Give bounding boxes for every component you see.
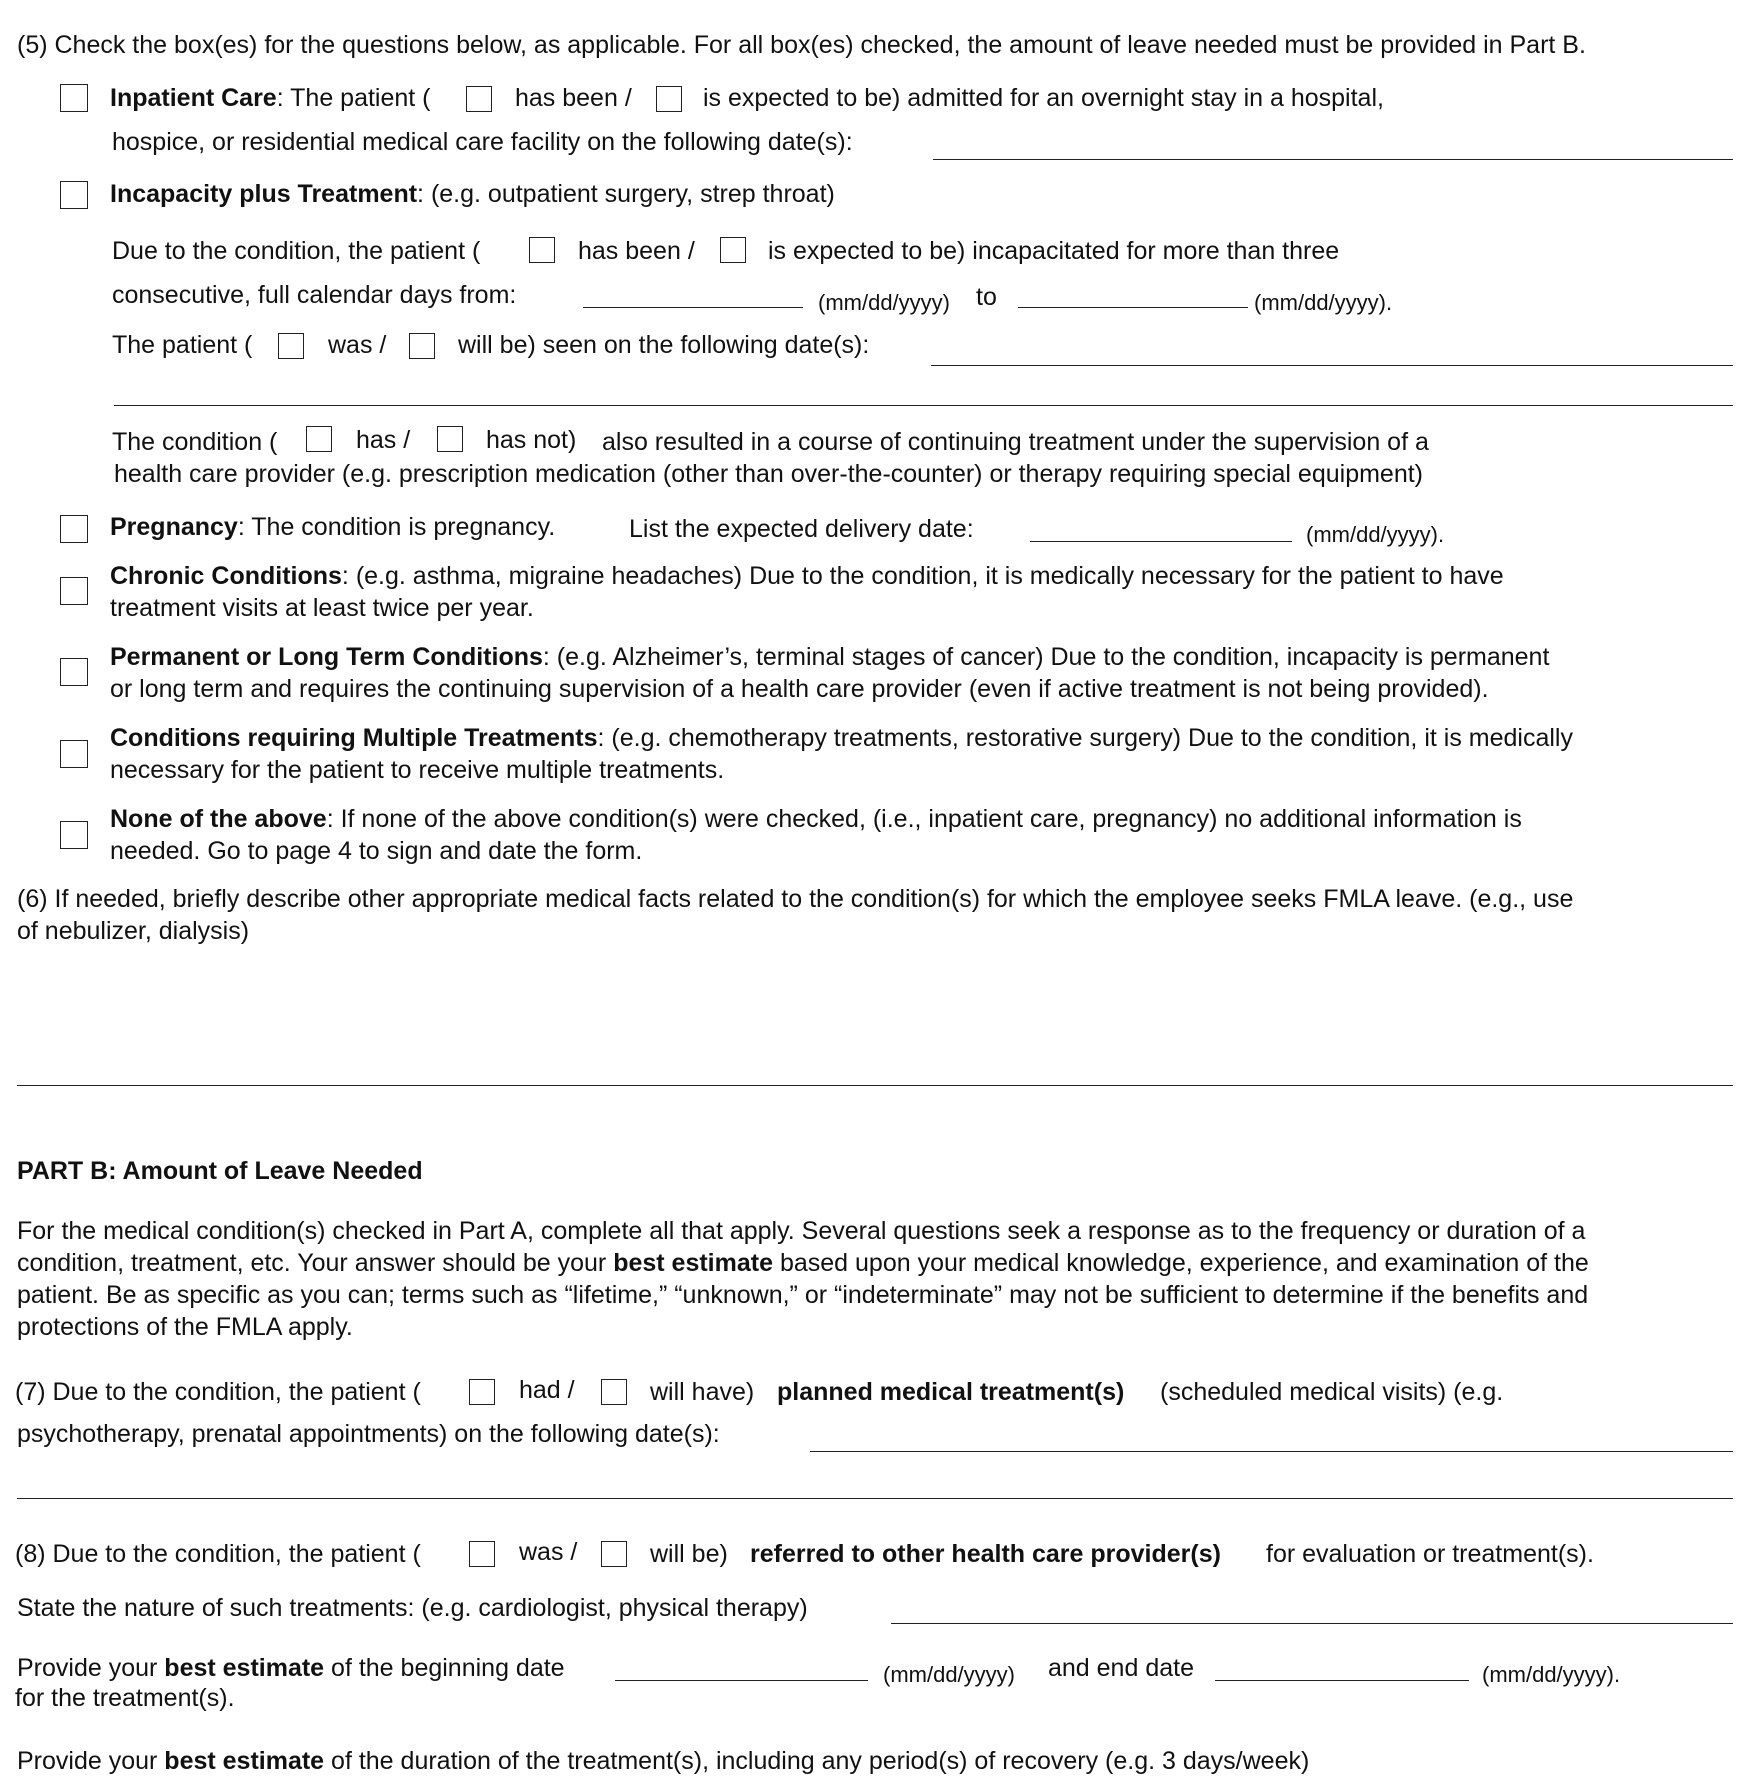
q7-pre: (7) Due to the condition, the patient ( (15, 1378, 421, 1406)
q8-end-date-label: and end date (1048, 1654, 1194, 1682)
incapacity-expected-checkbox[interactable] (720, 237, 746, 263)
delivery-date-format: (mm/dd/yyyy). (1306, 522, 1445, 547)
inpatient-care-line1 (110, 84, 431, 113)
permanent-checkbox[interactable] (60, 658, 88, 686)
incapacity-from-date-field[interactable] (583, 307, 803, 308)
inpatient-care-title: Inpatient Care (110, 84, 277, 112)
q5-intro: (5) Check the box(es) for the questions below, as applicable. For all box(es) checked, the amount of leave needed must be provided in Part B. (17, 31, 1586, 59)
condition-has-checkbox[interactable] (306, 426, 332, 452)
seen-was-checkbox[interactable] (278, 333, 304, 359)
chronic-line1 (110, 562, 1504, 591)
inpatient-has-been-label: has been / (515, 84, 632, 112)
chronic-line2: treatment visits at least twice per year. (110, 594, 534, 622)
q8-duration-post: of the duration of the treatment(s), including any period(s) of recovery (e.g. 3 days/week) (324, 1747, 1310, 1775)
q8-referred: referred to other health care provider(s) (750, 1540, 1221, 1568)
part-b-para-line3: patient. Be as specific as you can; terms such as “lifetime,” “unknown,” or “indeterminate” may not be sufficient to determine if the benefits and (17, 1281, 1589, 1309)
q8-end-date-field[interactable] (1215, 1680, 1469, 1681)
permanent-line2: or long term and requires the continuing supervision of a health care provider (even if active treatment is not being provided). (110, 675, 1489, 703)
chronic-checkbox[interactable] (60, 577, 88, 605)
part-b-para-line1: For the medical condition(s) checked in Part A, complete all that apply. Several questions seek a response as to the frequency or duration of a (17, 1217, 1586, 1245)
condition-continuing-treatment: also resulted in a course of continuing treatment under the supervision of a (602, 428, 1429, 456)
part-b-para-line2 (17, 1249, 1589, 1278)
q8-duration-line (17, 1747, 1309, 1776)
seen-dates-field-continued[interactable] (114, 405, 1733, 406)
q8-was-checkbox[interactable] (469, 1541, 495, 1567)
q8-will-be-checkbox[interactable] (601, 1541, 627, 1567)
q6-line2: of nebulizer, dialysis) (17, 917, 250, 945)
multiple-text: : (e.g. chemotherapy treatments, restorative surgery) Due to the condition, it is medically (597, 724, 1573, 752)
seen-will-be-label: will be) seen on the following date(s): (458, 331, 870, 359)
multiple-line2: necessary for the patient to receive multiple treatments. (110, 756, 725, 784)
incapacity-to-date-field[interactable] (1018, 307, 1248, 308)
multiple-line1 (110, 724, 1573, 753)
inpatient-care-pre: : The patient ( (276, 84, 431, 112)
q8-pre: (8) Due to the condition, the patient ( (15, 1540, 421, 1568)
q8-for-treatments: for the treatment(s). (15, 1684, 235, 1712)
q8-duration-pre: Provide your (17, 1747, 165, 1775)
none-of-above-checkbox[interactable] (60, 821, 88, 849)
delivery-date-field[interactable] (1030, 541, 1292, 542)
pregnancy-delivery-label: List the expected delivery date: (629, 515, 974, 543)
inpatient-expected-label: is expected to be) admitted for an overnight stay in a hospital, (703, 84, 1384, 112)
chronic-text: : (e.g. asthma, migraine headaches) Due to the condition, it is medically necessary for the patient to have (341, 562, 1504, 590)
pregnancy-line (110, 513, 555, 542)
incapacity-checkbox[interactable] (60, 181, 88, 209)
q8-beginning-date-label: of the beginning date (324, 1654, 565, 1682)
multiple-title: Conditions requiring Multiple Treatments (110, 724, 598, 752)
part-b-para-line2-pre: condition, treatment, etc. Your answer should be your (17, 1249, 614, 1277)
part-b-para-line2-post: based upon your medical knowledge, experience, and examination of the (773, 1249, 1589, 1277)
q8-estimate-pre: Provide your (17, 1654, 165, 1682)
seen-will-be-checkbox[interactable] (409, 333, 435, 359)
q6-description-field[interactable] (17, 1085, 1733, 1086)
condition-pre: The condition ( (112, 428, 278, 456)
condition-has-not-checkbox[interactable] (437, 426, 463, 452)
inpatient-dates-field[interactable] (933, 159, 1733, 160)
incapacity-examples: : (e.g. outpatient surgery, strep throat) (417, 180, 835, 208)
incapacity-has-been-checkbox[interactable] (529, 237, 555, 263)
incapacity-due-pre: Due to the condition, the patient ( (112, 237, 481, 265)
q8-post: for evaluation or treatment(s). (1266, 1540, 1594, 1568)
incapacity-expected-label: is expected to be) incapacitated for more than three (768, 237, 1340, 265)
permanent-title: Permanent or Long Term Conditions (110, 643, 543, 671)
permanent-line1 (110, 643, 1549, 672)
incapacity-to-label: to (976, 283, 997, 311)
pregnancy-title: Pregnancy (110, 513, 238, 541)
q8-duration-best-estimate: best estimate (164, 1747, 325, 1775)
incapacity-consecutive-label: consecutive, full calendar days from: (112, 281, 517, 309)
q7-had-checkbox[interactable] (469, 1379, 495, 1405)
q7-post: (scheduled medical visits) (e.g. (1160, 1378, 1504, 1406)
none-line2: needed. Go to page 4 to sign and date the form. (110, 837, 643, 865)
q8-estimate-line (17, 1654, 565, 1683)
q7-planned-treatment: planned medical treatment(s) (777, 1378, 1125, 1406)
pregnancy-text: : The condition is pregnancy. (237, 513, 556, 541)
condition-has-label: has / (356, 426, 411, 454)
chronic-title: Chronic Conditions (110, 562, 342, 590)
q7-will-have-checkbox[interactable] (601, 1379, 627, 1405)
inpatient-care-line2: hospice, or residential medical care facility on the following date(s): (112, 128, 853, 156)
multiple-treatments-checkbox[interactable] (60, 740, 88, 768)
none-line1 (110, 805, 1522, 834)
inpatient-expected-checkbox[interactable] (656, 86, 682, 112)
q7-had-label: had / (519, 1376, 575, 1404)
q8-end-date-format: (mm/dd/yyyy). (1482, 1662, 1621, 1687)
best-estimate-emphasis: best estimate (613, 1249, 773, 1277)
pregnancy-checkbox[interactable] (60, 515, 88, 543)
seen-was-label: was / (328, 331, 387, 359)
condition-line2: health care provider (e.g. prescription medication (other than over-the-counter) or therapy requiring special equipment) (114, 460, 1424, 488)
seen-dates-field[interactable] (931, 365, 1733, 366)
q8-nature-field[interactable] (891, 1623, 1733, 1624)
q8-beginning-date-format: (mm/dd/yyyy) (883, 1662, 1015, 1687)
q8-was-label: was / (519, 1538, 578, 1566)
incapacity-to-date-format: (mm/dd/yyyy). (1254, 290, 1393, 315)
condition-has-not-label: has not) (486, 426, 577, 454)
permanent-text: : (e.g. Alzheimer’s, terminal stages of cancer) Due to the condition, incapacity is permanent (542, 643, 1550, 671)
incapacity-title: Incapacity plus Treatment (110, 180, 418, 208)
seen-pre: The patient ( (112, 331, 253, 359)
incapacity-from-date-format: (mm/dd/yyyy) (818, 290, 950, 315)
none-text: : If none of the above condition(s) were checked, (i.e., inpatient care, pregnancy) no additional information is (326, 805, 1522, 833)
inpatient-care-checkbox[interactable] (60, 84, 88, 112)
q7-dates-field-continued[interactable] (17, 1498, 1733, 1499)
q8-beginning-date-field[interactable] (615, 1680, 868, 1681)
part-b-heading: PART B: Amount of Leave Needed (17, 1157, 423, 1185)
q7-dates-field[interactable] (810, 1451, 1733, 1452)
incapacity-line1 (110, 180, 835, 209)
part-b-para-line4: protections of the FMLA apply. (17, 1313, 353, 1341)
q7-line2: psychotherapy, prenatal appointments) on the following date(s): (17, 1420, 720, 1448)
none-title: None of the above (110, 805, 327, 833)
incapacity-has-been-label: has been / (578, 237, 695, 265)
q7-will-have-label: will have) (650, 1378, 755, 1406)
inpatient-has-been-checkbox[interactable] (466, 86, 492, 112)
q8-nature-label: State the nature of such treatments: (e.g. cardiologist, physical therapy) (17, 1594, 808, 1622)
q8-best-estimate: best estimate (164, 1654, 325, 1682)
q8-will-be-label: will be) (650, 1540, 728, 1568)
q6-line1: (6) If needed, briefly describe other appropriate medical facts related to the condition(s) for which the employee seeks FMLA leave. (e.g., use (17, 885, 1574, 913)
